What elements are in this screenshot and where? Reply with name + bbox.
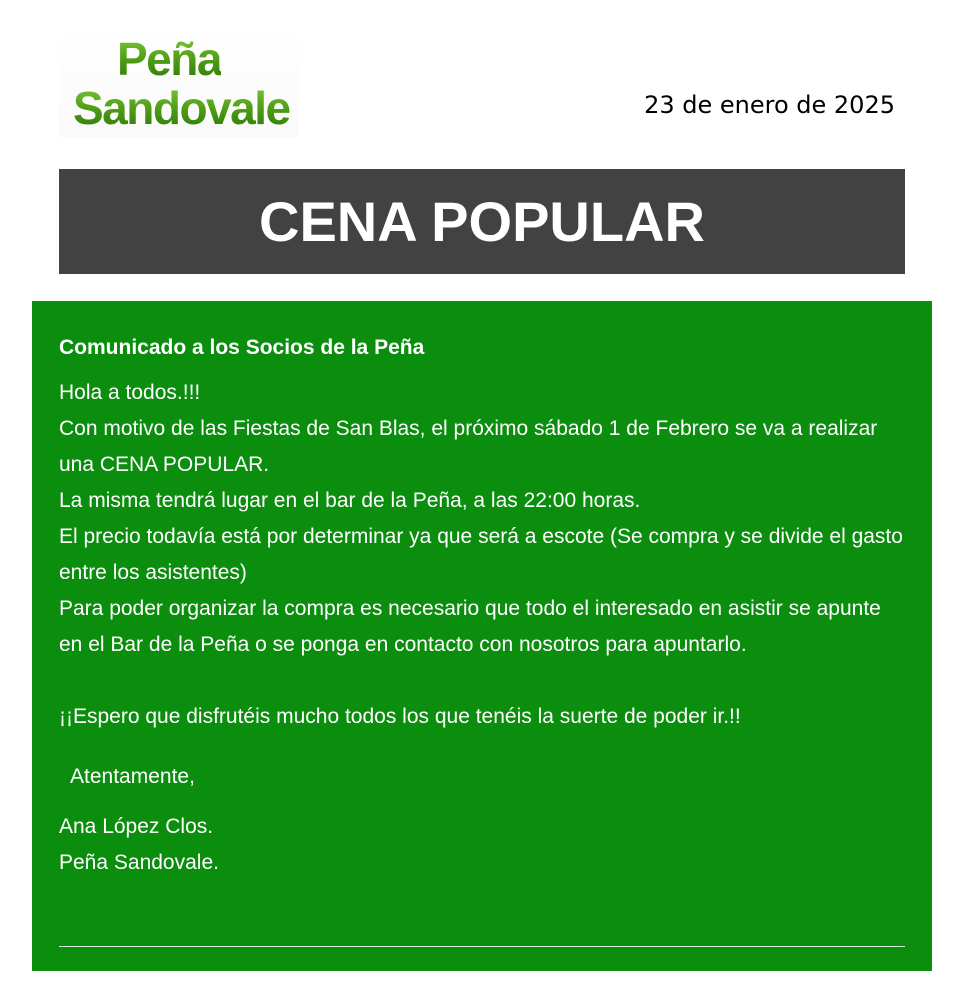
paragraph-price: El precio todavía está por determinar ya que será a escote (Se compra y se divide el gasto entre los asistentes): [59, 525, 903, 584]
paragraph-signup: Para poder organizar la compra es necesario que todo el interesado en asistir se apunte en el Bar de la Peña o se ponga en contacto con nosotros para apuntarlo.: [59, 597, 881, 656]
signature-name: Ana López Clos.: [59, 815, 214, 838]
logo-text-line1: Peña: [117, 33, 221, 85]
signature-org: Peña Sandovale.: [59, 851, 219, 874]
closing-text: Atentamente,: [70, 765, 195, 788]
paragraph-event: Con motivo de las Fiestas de San Blas, el próximo sábado 1 de Febrero se va a realizar una CENA POPULAR.: [59, 417, 878, 476]
message-body: [59, 333, 905, 881]
wish-text: ¡¡Espero que disfrutéis mucho todos los que tenéis la suerte de poder ir.!!: [59, 705, 741, 728]
title-banner: [59, 169, 905, 274]
message-panel: [32, 301, 932, 971]
greeting-text: Hola a todos.!!!: [59, 381, 201, 404]
divider: [59, 946, 905, 947]
logo-text-line2: Sandovale: [73, 82, 290, 134]
signature-block: [59, 809, 905, 881]
paragraph-location: La misma tendrá lugar en el bar de la Peña, a las 22:00 horas.: [59, 489, 641, 512]
message-subtitle: Comunicado a los Socios de la Peña: [59, 336, 425, 359]
spacer: [59, 663, 905, 699]
pena-sandovale-logo: [59, 29, 299, 137]
page-title: CENA POPULAR: [259, 190, 705, 253]
header: [59, 24, 905, 138]
issue-date: 23 de enero de 2025: [644, 91, 895, 119]
